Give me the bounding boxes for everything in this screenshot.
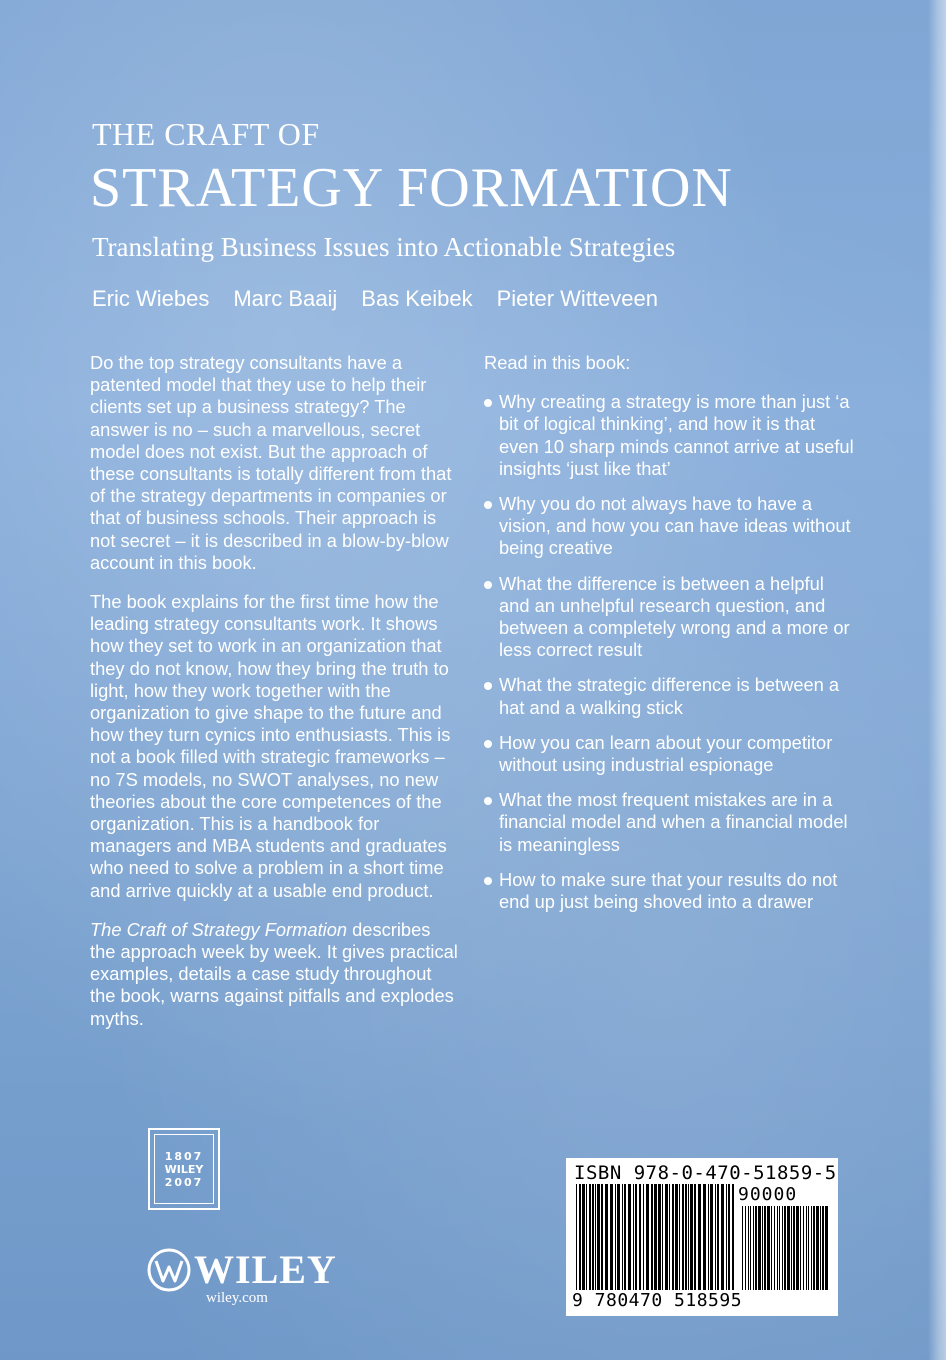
barcode-bar <box>633 1184 634 1290</box>
barcode-bar <box>774 1206 775 1290</box>
bicentennial-year-start: 1807 <box>164 1149 204 1163</box>
barcode-bar <box>595 1184 596 1290</box>
title-line-2: STRATEGY FORMATION <box>90 157 733 219</box>
barcode-bar <box>690 1184 693 1290</box>
price-code: 90000 <box>738 1184 798 1205</box>
barcode-bar <box>703 1184 706 1290</box>
author-name: Eric Wiebes <box>92 286 210 311</box>
barcode-bar <box>726 1184 727 1290</box>
list-item: What the difference is between a helpful and an unhelpful research question, and between a completely wrong and a more or less correct result <box>484 573 854 662</box>
barcode-bar <box>728 1184 730 1290</box>
barcode-bar <box>764 1206 766 1290</box>
barcode-bar <box>808 1206 809 1290</box>
barcode-bar <box>748 1206 749 1290</box>
wiley-emblem-icon <box>146 1247 192 1293</box>
barcode-bar <box>787 1206 790 1290</box>
bicentennial-name: WILEY <box>164 1162 204 1176</box>
barcode-bar <box>576 1184 577 1290</box>
barcode-bar <box>796 1206 799 1290</box>
highlights-heading: Read in this book: <box>484 352 631 373</box>
barcode-bar <box>800 1206 801 1290</box>
barcode-bar <box>592 1184 594 1290</box>
barcode-bar <box>745 1206 746 1290</box>
list-item: How to make sure that your results do not end up just being shoved into a drawer <box>484 869 854 913</box>
list-item: How you can learn about your competitor without using industrial espionage <box>484 732 854 776</box>
ean-number: 9 780470 518595 <box>572 1290 743 1311</box>
barcode-bar <box>688 1184 689 1290</box>
barcode-bar <box>586 1184 587 1290</box>
barcode-bar <box>685 1184 687 1290</box>
highlights-list <box>484 391 854 913</box>
barcode-bar <box>682 1184 684 1290</box>
barcode-bar <box>589 1184 591 1290</box>
barcode-bar <box>662 1184 663 1290</box>
title-line-1: THE CRAFT OF <box>92 116 320 152</box>
barcode-bar <box>791 1206 792 1290</box>
list-item: Why creating a strategy is more than just ‘a bit of logical thinking’, and how it is that even 10 sharp minds cannot arrive at useful insights ‘just like that’ <box>484 391 854 480</box>
barcode-bar <box>758 1206 761 1290</box>
barcode-bar <box>753 1206 754 1290</box>
barcode-bar <box>624 1184 626 1290</box>
barcode-bar <box>582 1184 585 1290</box>
barcode-bar <box>579 1184 581 1290</box>
barcode-bar <box>651 1184 653 1290</box>
barcode-bar <box>816 1206 819 1290</box>
barcode-bar <box>715 1184 716 1290</box>
barcode-bar <box>617 1184 620 1290</box>
barcode-bar <box>639 1184 641 1290</box>
page-edge-highlight <box>928 0 946 1360</box>
barcode-bar <box>793 1206 795 1290</box>
author-name: Marc Baaij <box>233 286 338 311</box>
barcode-bar <box>708 1184 709 1290</box>
barcode-bar <box>665 1184 668 1290</box>
highlights-column <box>484 352 854 926</box>
list-item: What the most frequent mistakes are in a financial model and when a financial model is meaningless <box>484 789 854 856</box>
list-item: Why you do not always have to have a vision, and how you can have ideas without being creative <box>484 493 854 560</box>
barcode-bar <box>811 1206 812 1290</box>
barcode-bar <box>777 1206 778 1290</box>
barcode-bar <box>710 1184 713 1290</box>
barcode-bar <box>822 1206 824 1290</box>
list-item: What the strategic difference is between a hat and a walking stick <box>484 674 854 718</box>
barcode-bar <box>658 1184 661 1290</box>
barcode-bar <box>767 1206 770 1290</box>
barcode-bar <box>750 1206 751 1290</box>
description-paragraph-3-text: describes the approach week by week. It gives practical examples, details a case study throughout the book, warns against pitfalls and explodes myths. <box>90 918 458 1029</box>
isbn-barcode <box>566 1158 838 1316</box>
barcode-bar <box>622 1184 623 1290</box>
barcode-bar <box>742 1206 743 1290</box>
price-barcode-bars <box>742 1206 828 1290</box>
publisher-url: wiley.com <box>206 1290 268 1306</box>
barcode-bar <box>762 1206 763 1290</box>
barcode-bar <box>721 1184 724 1290</box>
description-column <box>90 352 460 1047</box>
barcode-bar <box>679 1184 680 1290</box>
barcode-bar <box>784 1206 786 1290</box>
barcode-bar <box>605 1184 608 1290</box>
publisher-name: WILEY <box>194 1247 337 1292</box>
barcode-bar <box>672 1184 674 1290</box>
barcode-bar <box>813 1206 815 1290</box>
bicentennial-year-end: 2007 <box>164 1175 204 1189</box>
barcode-bar <box>717 1184 719 1290</box>
barcode-bar <box>601 1184 603 1290</box>
barcode-bar <box>615 1184 616 1290</box>
barcode-bar <box>806 1206 807 1290</box>
barcode-bar <box>597 1184 600 1290</box>
description-paragraph-1: Do the top strategy consultants have a patented model that they use to help their clients set up a business strategy? The answer is no – such a marvellous, secret model does not exist. But the approach of these consultants is totally different from that of the strategy departments in companies or that of business schools. Their approach is not secret – it is described in a blow-by-blow account in this book. <box>90 352 452 573</box>
bicentennial-logo <box>148 1128 220 1210</box>
barcode-bar <box>779 1206 780 1290</box>
barcode-bar <box>635 1184 637 1290</box>
barcode-bar <box>669 1184 670 1290</box>
barcode-bar <box>698 1184 701 1290</box>
barcode-bar <box>803 1206 804 1290</box>
barcode-bar <box>628 1184 631 1290</box>
author-name: Bas Keibek <box>361 286 473 311</box>
barcode-bar <box>694 1184 696 1290</box>
barcode-bar <box>771 1206 772 1290</box>
barcode-bar <box>825 1206 828 1290</box>
subtitle: Translating Business Issues into Actionable Strategies <box>92 232 676 262</box>
author-name: Pieter Witteveen <box>496 286 658 311</box>
book-title-italic: The Craft of Strategy Formation <box>90 918 348 940</box>
isbn-number: ISBN 978-0-470-51859-5 <box>574 1162 837 1184</box>
barcode-bar <box>820 1206 821 1290</box>
barcode-bar <box>732 1184 734 1290</box>
author-list <box>92 286 658 312</box>
barcode-bar <box>654 1184 657 1290</box>
publisher-logo <box>146 1246 337 1293</box>
barcode-bar <box>675 1184 678 1290</box>
barcode-bar <box>755 1206 757 1290</box>
barcode-bar <box>646 1184 649 1290</box>
description-paragraph-3 <box>90 919 460 1030</box>
barcode-bar <box>610 1184 613 1290</box>
ean-barcode-bars <box>576 1184 736 1290</box>
description-paragraph-2: The book explains for the first time how the leading strategy consultants work. It shows how they set to work in an organization that they do not know, how they bring the truth to light, how they work together with the organization to give shape to the future and how they turn cynics into enthusiasts. This is not a book filled with strategic frameworks – no 7S models, no SWOT analyses, no new theories about the core competences of the organization. This is a handbook for managers and MBA students and graduates who need to solve a problem in a short time and arrive quickly at a usable end product. <box>90 591 451 901</box>
barcode-bar <box>782 1206 783 1290</box>
barcode-bar <box>643 1184 644 1290</box>
